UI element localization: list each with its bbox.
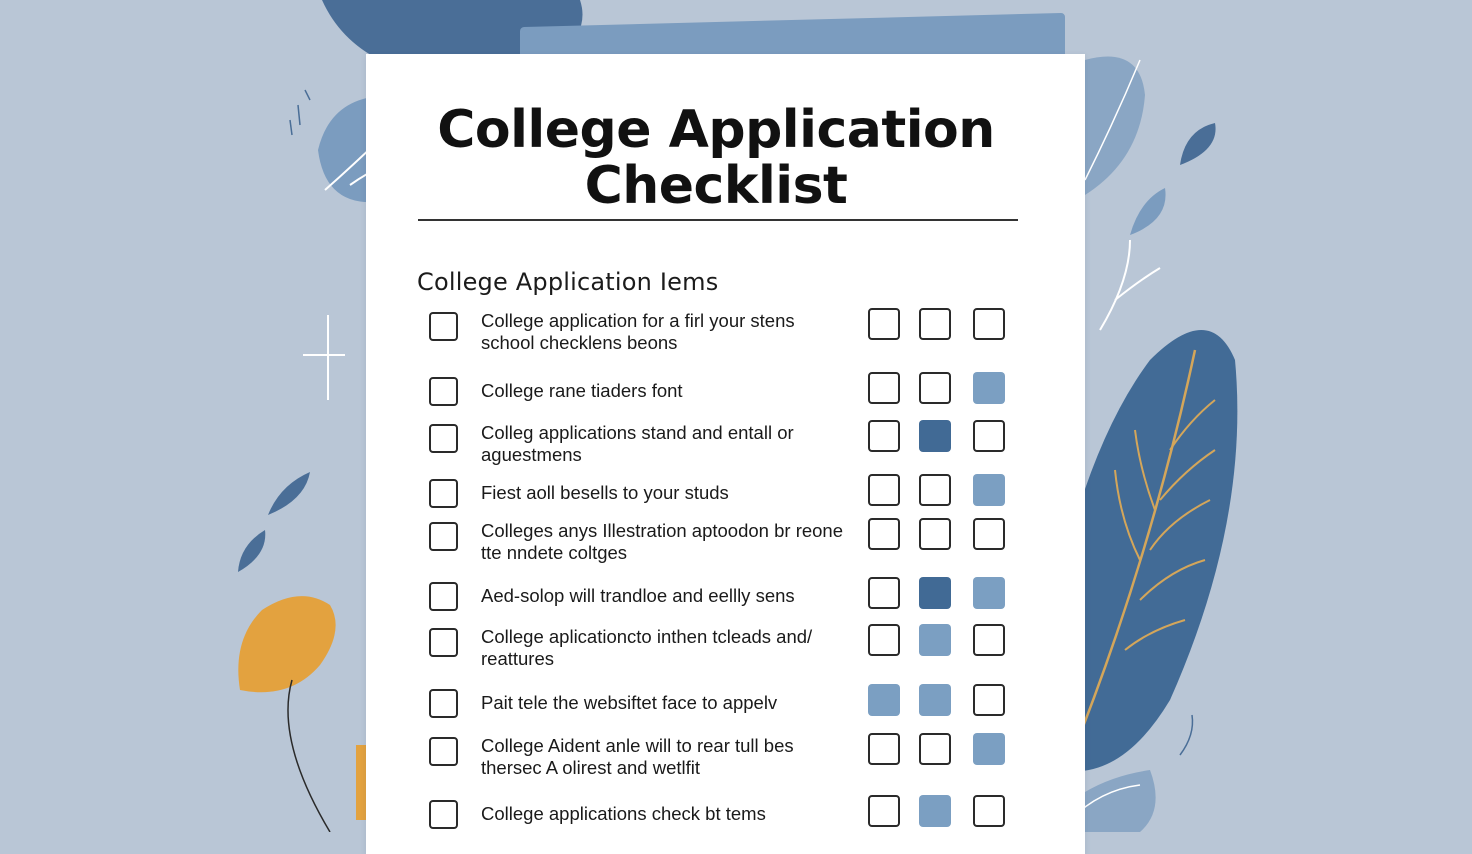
status-box-2[interactable] [919, 733, 951, 765]
status-box-1[interactable] [868, 795, 900, 827]
item-label: Colleg applications stand and entall or aguestmens [481, 422, 794, 465]
section-title: College Application Iems [417, 268, 719, 296]
small-leaf-icon [1180, 123, 1216, 165]
leaf-icon [1085, 57, 1145, 195]
status-box-3[interactable] [973, 518, 1005, 550]
status-box-1[interactable] [868, 474, 900, 506]
orange-blob-shape [238, 596, 335, 692]
status-box-2[interactable] [919, 795, 951, 827]
status-box-2[interactable] [919, 420, 951, 452]
item-label: College aplicationcto inthen tcleads and/ reattures [481, 626, 813, 669]
title-divider [418, 219, 1018, 221]
item-checkbox[interactable] [429, 424, 458, 453]
status-box-1[interactable] [868, 624, 900, 656]
item-label: College applications check bt tems [481, 803, 766, 824]
status-box-1[interactable] [868, 420, 900, 452]
page-title [366, 102, 1066, 214]
status-box-1[interactable] [868, 518, 900, 550]
status-box-3[interactable] [973, 372, 1005, 404]
status-box-2[interactable] [919, 624, 951, 656]
title-line-2: Checklist [584, 156, 848, 216]
status-box-1[interactable] [868, 733, 900, 765]
sparkle-icon [303, 315, 345, 400]
status-box-2[interactable] [919, 372, 951, 404]
status-box-3[interactable] [973, 577, 1005, 609]
status-box-1[interactable] [868, 684, 900, 716]
status-box-1[interactable] [868, 577, 900, 609]
status-box-3[interactable] [973, 733, 1005, 765]
item-label: Fiest aoll besells to your studs [481, 482, 729, 503]
item-label: Pait tele the websiftet face to appelv [481, 692, 778, 713]
small-leaf-icon [238, 530, 265, 572]
small-leaf-icon [268, 472, 310, 515]
status-box-3[interactable] [973, 624, 1005, 656]
status-box-3[interactable] [973, 795, 1005, 827]
item-label: Colleges anys Illestration aptoodon br reone tte nndete coltges [481, 520, 844, 563]
item-checkbox[interactable] [429, 312, 458, 341]
item-checkbox[interactable] [429, 737, 458, 766]
title-line-1: College Application [437, 100, 995, 160]
status-box-3[interactable] [973, 474, 1005, 506]
item-checkbox[interactable] [429, 377, 458, 406]
status-box-2[interactable] [919, 684, 951, 716]
item-label: College Aident anle will to rear tull bes thersec A olirest and wetlfit [481, 735, 794, 778]
status-box-1[interactable] [868, 308, 900, 340]
checklist-paper [366, 54, 1085, 854]
item-checkbox[interactable] [429, 582, 458, 611]
item-label: Aed-solop will trandloe and eellly sens [481, 585, 795, 606]
item-checkbox[interactable] [429, 479, 458, 508]
item-checkbox[interactable] [429, 522, 458, 551]
small-leaf-icon [1130, 188, 1166, 235]
item-checkbox[interactable] [429, 800, 458, 829]
status-box-3[interactable] [973, 308, 1005, 340]
item-label: College application for a firl your stens school checklens beons [481, 310, 795, 353]
item-checkbox[interactable] [429, 689, 458, 718]
status-box-1[interactable] [868, 372, 900, 404]
status-box-3[interactable] [973, 420, 1005, 452]
status-box-3[interactable] [973, 684, 1005, 716]
status-box-2[interactable] [919, 474, 951, 506]
status-box-2[interactable] [919, 308, 951, 340]
item-checkbox[interactable] [429, 628, 458, 657]
item-label: College rane tiaders font [481, 380, 683, 401]
status-box-2[interactable] [919, 577, 951, 609]
status-box-2[interactable] [919, 518, 951, 550]
